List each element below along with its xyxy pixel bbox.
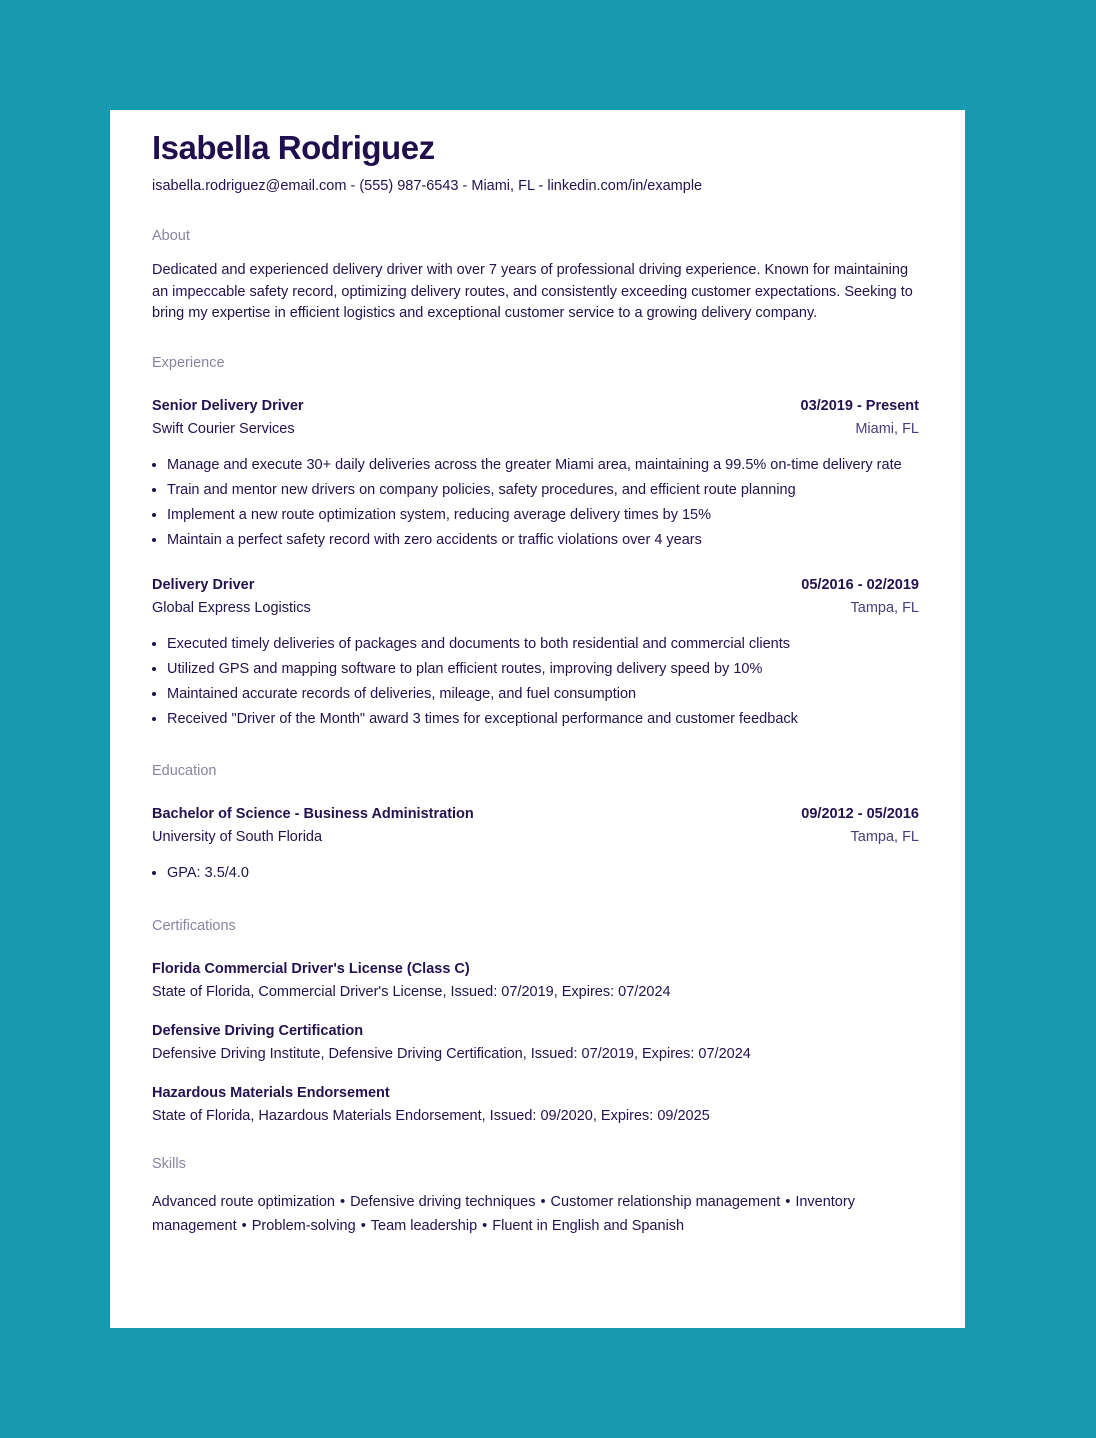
about-text: Dedicated and experienced delivery driver with over 7 years of professional driving experience. Known for maintaining an impeccable safety record, optimizing delivery routes, and consistently exceeding customer expectations. Seeking to bring my expertise in efficient logistics and exceptional customer service to a growing delivery company. [152, 262, 913, 322]
certification-info: , Hazardous Materials Endorsement, Issued: 09/2020, Expires: 09/2025 [250, 1108, 710, 1125]
job-header-row [152, 395, 919, 418]
skills-list [152, 1190, 919, 1238]
job-title: Senior Delivery Driver [152, 398, 304, 415]
education-entry [152, 803, 919, 886]
job-location: Tampa, FL [850, 600, 919, 617]
certification-entry [152, 1020, 919, 1066]
section-title-certifications: Certifications [152, 918, 236, 935]
job-company: Global Express Logistics [152, 600, 311, 617]
job-bullets [152, 453, 919, 552]
skill-item: Fluent in English and Spanish [492, 1218, 685, 1235]
section-title-experience: Experience [152, 355, 225, 372]
job-company: Swift Courier Services [152, 421, 295, 438]
degree-title: Bachelor of Science - Business Administration [152, 806, 474, 823]
skill-item: Defensive driving techniques [350, 1194, 536, 1211]
skill-separator: • [241, 1218, 247, 1235]
certification-detail [152, 1043, 919, 1066]
certification-info: , Commercial Driver's License, Issued: 07/2019, Expires: 07/2024 [250, 984, 671, 1001]
job-entry [152, 395, 919, 552]
skill-item: Problem-solving [251, 1218, 356, 1235]
skill-separator: • [360, 1218, 366, 1235]
list-item: • GPA: 3.5/4.0 [167, 861, 919, 886]
list-item: • Executed timely deliveries of packages and documents to both residential and commercial clients [167, 632, 919, 657]
certification-issuer: State of Florida [152, 1108, 251, 1125]
certification-entry [152, 958, 919, 1004]
school-name: University of South Florida [152, 829, 323, 846]
job-bullets [152, 632, 919, 731]
education-header-row [152, 803, 919, 826]
section-title-skills: Skills [152, 1156, 186, 1173]
list-item: • Manage and execute 30+ daily deliveries across the greater Miami area, maintaining a 99.5% on-time delivery rate [167, 453, 919, 478]
education-school-row [152, 826, 919, 849]
certification-issuer: Defensive Driving Institute [152, 1046, 321, 1063]
skill-item: Advanced route optimization [152, 1194, 335, 1211]
certification-issuer: State of Florida [152, 984, 251, 1001]
skill-separator: • [339, 1194, 346, 1211]
skill-item: Team leadership [370, 1218, 478, 1235]
certification-entry [152, 1082, 919, 1128]
certification-detail [152, 981, 919, 1004]
resume-page [110, 110, 965, 1328]
certification-name: Florida Commercial Driver's License (Class C) [152, 961, 470, 978]
candidate-name: Isabella Rodriguez [152, 129, 435, 166]
list-item: • Implement a new route optimization system, reducing average delivery times by 15% [167, 503, 919, 528]
list-item: • Train and mentor new drivers on company policies, safety procedures, and efficient route planning [167, 478, 919, 503]
education-bullets [152, 861, 919, 886]
skill-separator: • [785, 1194, 791, 1211]
job-dates: 03/2019 - Present [800, 398, 919, 415]
list-item: • Received "Driver of the Month" award 3 times for exceptional performance and customer feedback [167, 707, 919, 732]
section-title-about: About [152, 228, 190, 244]
certification-info: , Defensive Driving Certification, Issued: 07/2019, Expires: 07/2024 [320, 1046, 751, 1063]
skill-item: Customer relationship management [550, 1194, 781, 1211]
list-item: • Maintained accurate records of deliveries, mileage, and fuel consumption [167, 682, 919, 707]
job-company-row [152, 597, 919, 620]
skill-separator: • [482, 1218, 488, 1235]
education-dates: 09/2012 - 05/2016 [801, 806, 919, 823]
job-dates: 05/2016 - 02/2019 [801, 577, 919, 594]
certification-name: Hazardous Materials Endorsement [152, 1085, 390, 1102]
certification-name: Defensive Driving Certification [152, 1023, 364, 1040]
job-company-row [152, 418, 919, 441]
certification-detail [152, 1105, 919, 1128]
job-header-row [152, 574, 919, 597]
job-location: Miami, FL [855, 421, 919, 438]
section-title-education: Education [152, 763, 217, 780]
list-item: • Maintain a perfect safety record with zero accidents or traffic violations over 4 years [167, 528, 919, 553]
school-location: Tampa, FL [850, 829, 919, 846]
list-item: • Utilized GPS and mapping software to plan efficient routes, improving delivery speed by 10% [167, 657, 919, 682]
skill-separator: • [540, 1194, 546, 1211]
skill-item: Inventory management [152, 1194, 855, 1235]
job-title: Delivery Driver [152, 577, 255, 594]
job-entry [152, 574, 919, 731]
contact-line: isabella.rodriguez@email.com - (555) 987-6543 - Miami, FL - linkedin.com/in/example [152, 178, 703, 194]
